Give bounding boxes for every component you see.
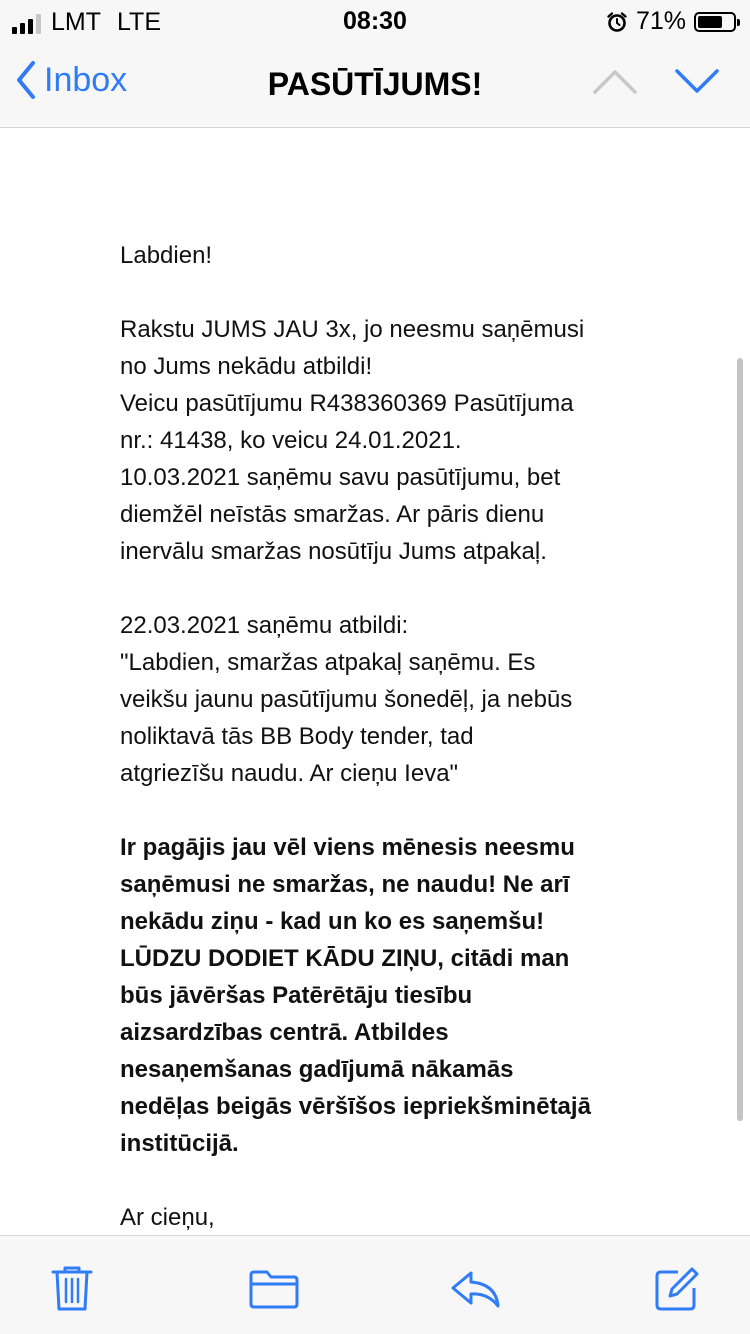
- carrier-label: LMT: [51, 8, 101, 36]
- back-label: Inbox: [44, 60, 128, 99]
- status-right: [606, 7, 736, 36]
- email-subject-title: PASŪTĪJUMS!: [267, 66, 483, 102]
- delete-button[interactable]: [50, 1264, 94, 1317]
- chevron-down-icon: [674, 66, 720, 96]
- email-paragraph-bold: Ir pagājis jau vēl viens mēnesis neesmu saņēmusi ne smaržas, ne naudu! Ne arī nekādu ziņu - kad un ko es saņemšu! LŪDZU DODIET KĀDU ZIŅU, citādi man būs jāvēršas Patērētāju tiesību aizsardzības centrā. Atbildes nesaņemšanas gadījumā nākamās nedēļas beigās vēršīšos iepriekšminētajā institūcijā.: [120, 834, 591, 1157]
- battery-percent: 71%: [635, 7, 686, 35]
- status-bar: [0, 0, 750, 42]
- email-greeting: Labdien!: [120, 242, 213, 269]
- bottom-toolbar: [0, 1235, 750, 1334]
- email-content[interactable]: [0, 129, 750, 1235]
- compose-icon: [654, 1266, 700, 1312]
- reply-icon: [450, 1269, 502, 1309]
- email-body: [120, 237, 660, 1235]
- move-to-folder-button[interactable]: [248, 1269, 300, 1314]
- compose-button[interactable]: [654, 1266, 700, 1317]
- email-closing: Ar cieņu,: [120, 1204, 215, 1231]
- folder-icon: [248, 1269, 300, 1309]
- network-label: LTE: [117, 8, 161, 36]
- next-message-button[interactable]: [674, 66, 720, 101]
- scrollbar[interactable]: [737, 358, 743, 1121]
- status-time: 08:30: [343, 7, 407, 35]
- email-paragraph: 22.03.2021 saņēmu atbildi: "Labdien, smaržas atpakaļ saņēmu. Es veikšu jaunu pasūtījumu šonedēļ, ja nebūs noliktavā tās BB Body tender, tad atgriezīšu naudu. Ar cieņu Ieva": [120, 612, 573, 787]
- chevron-up-icon: [592, 66, 638, 96]
- email-paragraph: Rakstu JUMS JAU 3x, jo neesmu saņēmusi no Jums nekādu atbildi! Veicu pasūtījumu R438360369 Pasūtījuma nr.: 41438, ko veicu 24.01.2021. 10.03.2021 saņēmu savu pasūtījumu, bet diemžēl neīstās smaržas. Ar pāris dienu inervālu smaržas nosūtīju Jums atpakaļ.: [120, 316, 585, 565]
- alarm-icon: [606, 11, 628, 33]
- battery-icon: [694, 12, 736, 32]
- trash-icon: [50, 1264, 94, 1312]
- previous-message-button[interactable]: [592, 66, 638, 101]
- navigation-bar: [0, 42, 750, 128]
- battery-fill: [698, 16, 722, 28]
- reply-button[interactable]: [450, 1269, 502, 1314]
